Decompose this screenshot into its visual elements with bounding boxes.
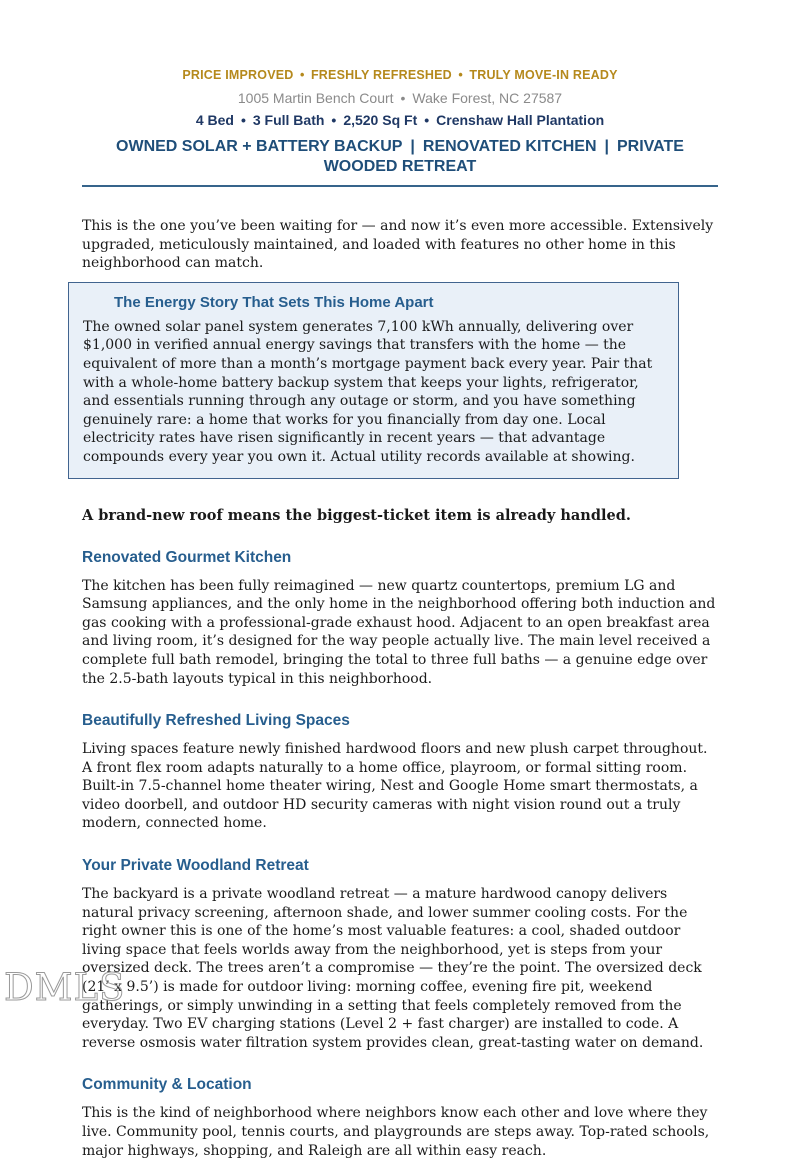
section-body: The backyard is a private woodland retreat — a mature hardwood canopy delivers natural privacy screening, afternoon shade, and lower summer cooling costs. For the right owner this is one of the home’s most valuable features: a cool, shaded outdoor living space that feels worlds away from the neighborhood, yet is steps from your oversized deck. The trees aren’t a compromise — they’re the point. The oversized deck (21’ x 9.5’) is made for outdoor living: morning coffee, evening fire pit, weekend gatherings, or simply unwinding in a setting that feels completely removed from the everyday. Two EV charging stations (Level 2 + fast charger) are installed to code. A reverse osmosis water filtration system provides clean, great-tasting water on demand. bbox=[82, 886, 704, 1051]
specs-line: 4 Bed • 3 Full Bath • 2,520 Sq Ft • Crenshaw Hall Plantation bbox=[195, 112, 605, 128]
section-body: This is the kind of neighborhood where neighbors know each other and love where they live. Community pool, tennis courts, and playgrounds are steps away. Top-rated schools, major highways, shopping, and Raleigh are all within easy reach. bbox=[82, 1105, 710, 1159]
header-divider bbox=[82, 185, 718, 187]
energy-box-body: The owned solar panel system generates 7,100 kWh annually, delivering over $1,000 in verified annual energy savings that transfers with the home — the equivalent of more than a month’s mortgage payment back every year. Pair that with a whole-home battery backup system that keeps your lights, refrigerator, and essentials running through any outage or storm, and you have something genuinely rare: a home that works for you financially from day one. Local electricity rates have risen significantly in recent years — that advantage compounds every year you own it. Actual utility records available at showing. bbox=[83, 318, 653, 465]
section-kitchen bbox=[82, 549, 718, 689]
section-body: The kitchen has been fully reimagined — new quartz countertops, premium LG and Samsung appliances, and the only home in the neighborhood offering both induction and gas cooking with a professional-grade exhaust hood. Adjacent to an open breakfast area and living room, it’s designed for the way people actually live. The main level received a complete full bath remodel, bringing the total to three full baths — a genuine edge over the 2.5-bath layouts typical in this neighborhood. bbox=[82, 577, 716, 687]
energy-callout-box bbox=[68, 282, 679, 479]
intro-paragraph: This is the one you’ve been waiting for — and now it’s even more accessible. Extensively upgraded, meticulously maintained, and loaded with features no other home in this neighborhood can match. bbox=[82, 218, 714, 272]
roof-callout: A brand-new roof means the biggest-ticket item is already handled. bbox=[82, 506, 631, 524]
section-living-spaces bbox=[82, 712, 718, 833]
section-heading: Beautifully Refreshed Living Spaces bbox=[82, 712, 350, 730]
watermark-dmls: DMLS bbox=[4, 966, 126, 1009]
section-heading: Your Private Woodland Retreat bbox=[82, 857, 309, 875]
listing-title: OWNED SOLAR + BATTERY BACKUP | RENOVATED KITCHEN | PRIVATE WOODED RETREAT bbox=[116, 138, 684, 175]
address-line: 1005 Martin Bench Court • Wake Forest, NC 27587 bbox=[237, 90, 563, 106]
section-community-location bbox=[82, 1076, 718, 1160]
listing-header bbox=[82, 68, 718, 187]
section-heading: Community & Location bbox=[82, 1076, 252, 1094]
section-woodland-retreat bbox=[82, 857, 718, 1052]
section-heading: Renovated Gourmet Kitchen bbox=[82, 548, 292, 566]
section-body: Living spaces feature newly finished hardwood floors and new plush carpet throughout. A front flex room adapts naturally to a home office, playroom, or formal sitting room. Built-in 7.5-channel home theater wiring, Nest and Google Home smart thermostats, a video doorbell, and outdoor HD security cameras with night vision round out a truly modern, connected home. bbox=[82, 741, 708, 832]
energy-box-heading: The Energy Story That Sets This Home Apart bbox=[114, 293, 434, 311]
tagline: PRICE IMPROVED • FRESHLY REFRESHED • TRULY MOVE-IN READY bbox=[182, 68, 618, 82]
